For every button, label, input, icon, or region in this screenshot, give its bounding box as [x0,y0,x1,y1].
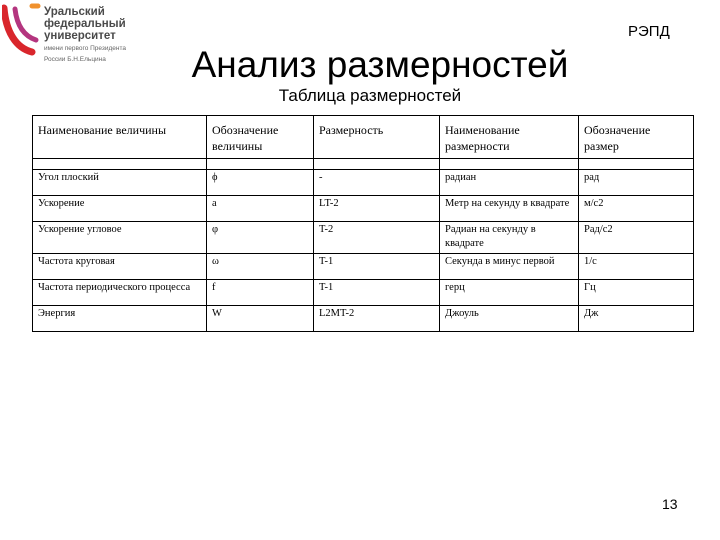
table-header-row [33,116,694,159]
cell-dimension: - [314,170,440,196]
cell-quantity-symbol: W [207,306,314,332]
cell-quantity-symbol: φ [207,222,314,254]
header-quantity-symbol: Обозначение величины [207,116,314,159]
cell-quantity-name: Частота круговая [33,254,207,280]
header-unit-symbol: Обозначение размер [579,116,694,159]
header-unit-name: Наименование размерности [440,116,579,159]
cell-unit-name: радиан [440,170,579,196]
cell-dimension: L2MT-2 [314,306,440,332]
table-row [33,280,694,306]
logo-name-line-2: федеральный [44,18,126,30]
corner-label: РЭПД [628,23,670,40]
cell-unit-symbol: Рад/с2 [579,222,694,254]
cell-dimension: LT-2 [314,196,440,222]
cell-quantity-name: Ускорение [33,196,207,222]
cell-quantity-name: Частота периодического процесса [33,280,207,306]
table-row [33,254,694,280]
table-caption: Таблица размерностей [278,86,462,105]
slide-title: Анализ размерностей [191,44,569,85]
table-row [33,196,694,222]
page-number: 13 [662,496,678,512]
cell-quantity-name: Угол плоский [33,170,207,196]
cell-unit-name: Метр на секунду в квадрате [440,196,579,222]
cell-dimension: T-2 [314,222,440,254]
cell-quantity-symbol: ϕ [207,170,314,196]
cell-quantity-name: Энергия [33,306,207,332]
cell-unit-symbol: м/с2 [579,196,694,222]
cell-unit-name: герц [440,280,579,306]
header-dimension: Размерность [314,116,440,159]
logo-name-line-3: университет [44,30,116,42]
table-spacer-row [33,159,694,170]
cell-quantity-symbol: ω [207,254,314,280]
logo-subtitle-line-2: России Б.Н.Ельцина [44,55,106,63]
cell-unit-symbol: Дж [579,306,694,332]
table-row [33,306,694,332]
cell-quantity-symbol: f [207,280,314,306]
header-quantity-name: Наименование величины [33,116,207,159]
cell-unit-name: Радиан на секунду в квадрате [440,222,579,254]
cell-unit-symbol: 1/с [579,254,694,280]
cell-dimension: T-1 [314,280,440,306]
cell-quantity-symbol: а [207,196,314,222]
table-row [33,170,694,196]
cell-unit-symbol: рад [579,170,694,196]
cell-unit-name: Джоуль [440,306,579,332]
table-row [33,222,694,254]
cell-unit-name: Секунда в минус первой [440,254,579,280]
cell-quantity-name: Ускорение угловое [33,222,207,254]
cell-unit-symbol: Гц [579,280,694,306]
logo-subtitle-line-1: имени первого Президента [44,45,127,52]
dimensions-table [32,115,694,332]
logo-name-line-1: Уральский [44,6,105,18]
cell-dimension: T-1 [314,254,440,280]
